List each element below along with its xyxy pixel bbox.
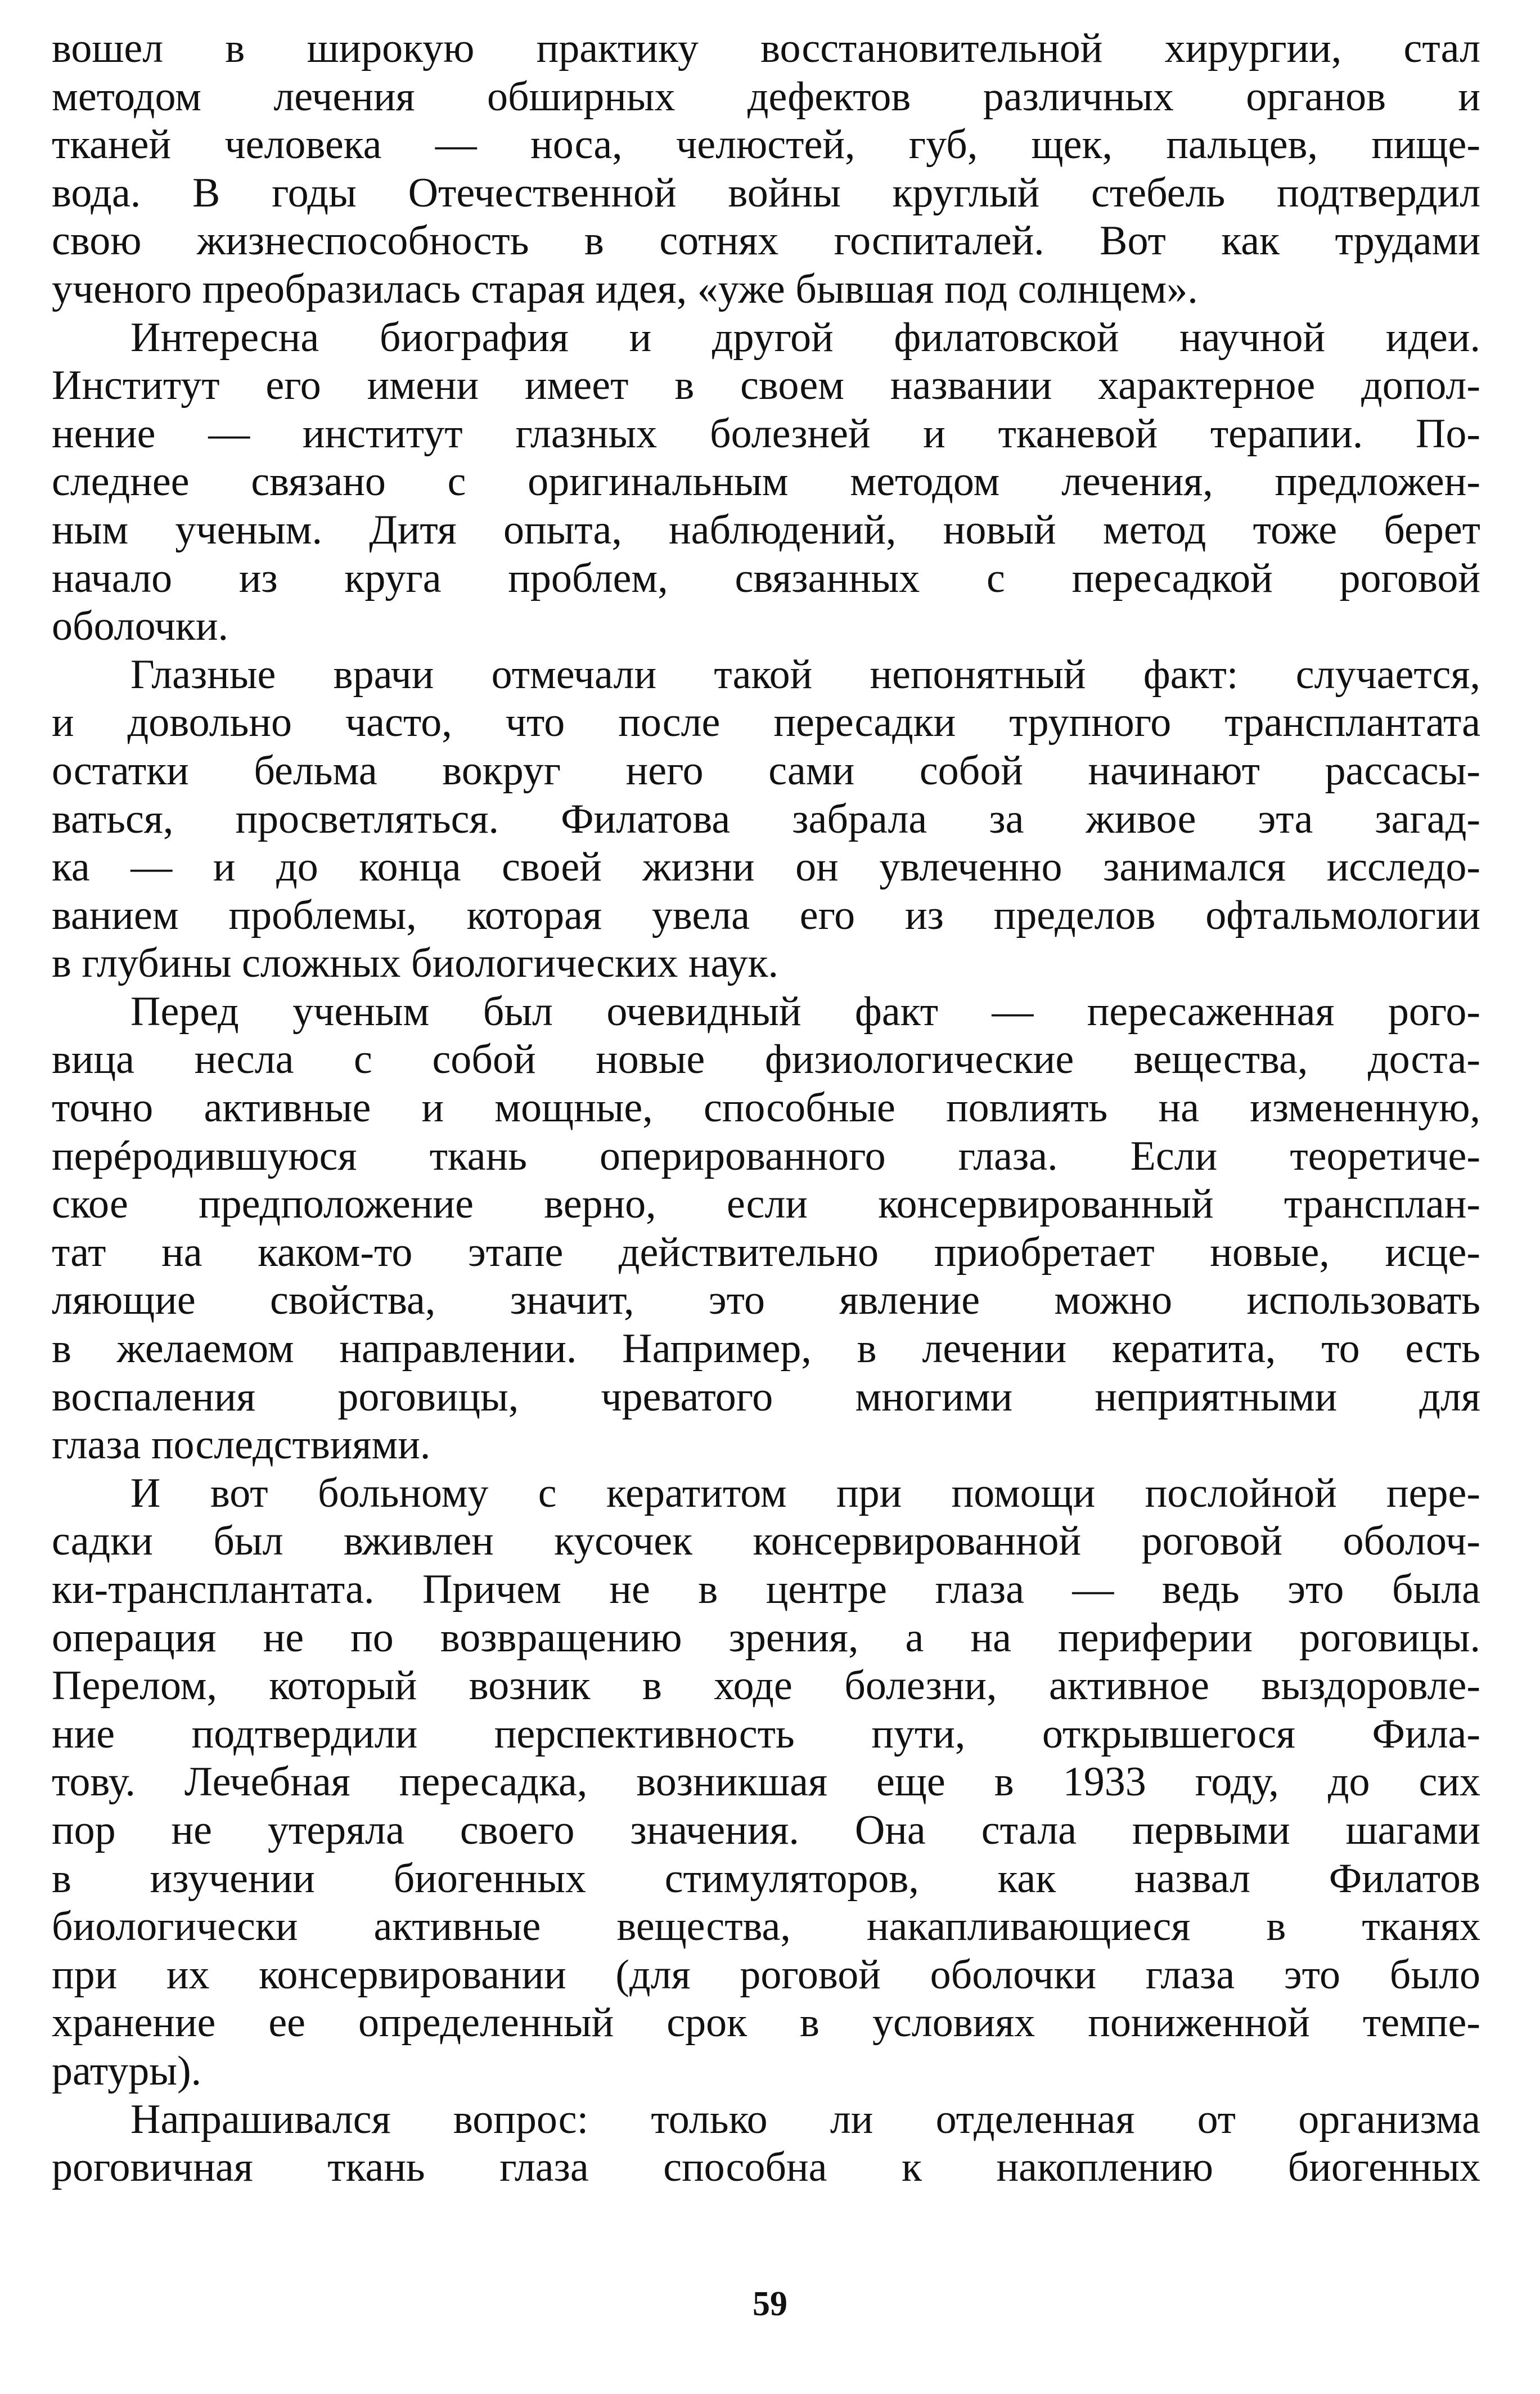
text-line: перéродившуюся ткань оперированного глаза. Если теоретиче- [52,1133,1480,1179]
text-line: ние подтвердили перспективность пути, открывшегося Фила- [52,1710,1480,1757]
text-line: Глазные врачи отмечали такой непонятный факт: случается, [130,651,1480,698]
text-line: вошел в широкую практику восстановительной хирургии, стал [52,25,1480,71]
text-line: ным ученым. Дитя опыта, наблюдений, новый метод тоже берет [52,506,1480,553]
text-line: ское предположение верно, если консервированный трансплан- [52,1181,1480,1228]
text-line: начало из круга проблем, связанных с пересадкой роговой [52,555,1480,601]
text-line: воспаления роговицы, чреватого многими неприятными для [52,1373,1480,1420]
text-line: тову. Лечебная пересадка, возникшая еще в 1933 году, до сих [52,1759,1480,1805]
text-line: Перелом, который возник в ходе болезни, активное выздоровле- [52,1663,1480,1709]
text-line: операция не по возвращению зрения, а на периферии роговицы. [52,1614,1480,1661]
text-line: остатки бельма вокруг него сами собой начинают рассасы- [52,747,1480,794]
text-line: в желаемом направлении. Например, в лечении кератита, то есть [52,1326,1480,1372]
text-line: вица несла с собой новые физиологические вещества, доста- [52,1036,1480,1083]
text-line: в глубины сложных биологических наук. [52,940,779,987]
text-line: ратуры). [52,2047,202,2094]
text-line: при их консервировании (для роговой оболочки глаза это было [52,1951,1480,1998]
text-line: нение — институт глазных болезней и тканевой терапии. По- [52,410,1480,457]
text-line: следнее связано с оригинальным методом лечения, предложен- [52,459,1480,505]
text-line: вода. В годы Отечественной войны круглый стебель подтвердил [52,169,1480,216]
text-line: тканей человека — носа, челюстей, губ, щек, пальцев, пище- [52,122,1480,168]
text-line: хранение ее определенный срок в условиях пониженной темпе- [52,2000,1480,2046]
text-line: биологически активные вещества, накапливающиеся в тканях [52,1903,1480,1950]
text-line: пор не утеряла своего значения. Она стала первыми шагами [52,1807,1480,1853]
text-line: роговичная ткань глаза способна к накоплению биогенных [52,2144,1480,2191]
text-line: И вот больному с кератитом при помощи послойной пере- [130,1470,1480,1516]
text-line: ляющие свойства, значит, это явление можно использовать [52,1277,1480,1324]
page-body [52,25,1480,2192]
text-line: Интересна биография и другой филатовской научной идеи. [130,314,1480,361]
text-line: методом лечения обширных дефектов различных органов и [52,73,1480,120]
text-line: Напрашивался вопрос: только ли отделенная от организма [130,2096,1480,2143]
text-line: и довольно часто, что после пересадки трупного трансплантата [52,699,1480,746]
text-line: ки-трансплантата. Причем не в центре глаза — ведь это была [52,1566,1480,1613]
text-line: садки был вживлен кусочек консервированной роговой оболоч- [52,1518,1480,1565]
page-number: 59 [753,2285,787,2323]
text-line: тат на каком-то этапе действительно приобретает новые, исце- [52,1229,1480,1275]
text-line: в изучении биогенных стимуляторов, как назвал Филатов [52,1855,1480,1902]
text-line: точно активные и мощные, способные повлиять на измененную, [52,1085,1480,1131]
text-line: ученого преобразилась старая идея, «уже бывшая под солнцем». [52,266,1198,312]
text-line: оболочки. [52,603,228,650]
text-line: ванием проблемы, которая увела его из пределов офтальмологии [52,892,1480,938]
text-line: Перед ученым был очевидный факт — пересаженная рого- [130,988,1480,1035]
text-line: свою жизнеспособность в сотнях госпиталей. Вот как трудами [52,218,1480,264]
text-line: глаза последствиями. [52,1422,431,1468]
text-line: ка — и до конца своей жизни он увлеченно занимался исследо- [52,844,1480,891]
text-line: ваться, просветляться. Филатова забрала за живое эта загад- [52,796,1480,842]
text-line: Институт его имени имеет в своем названии характерное допол- [52,362,1480,409]
